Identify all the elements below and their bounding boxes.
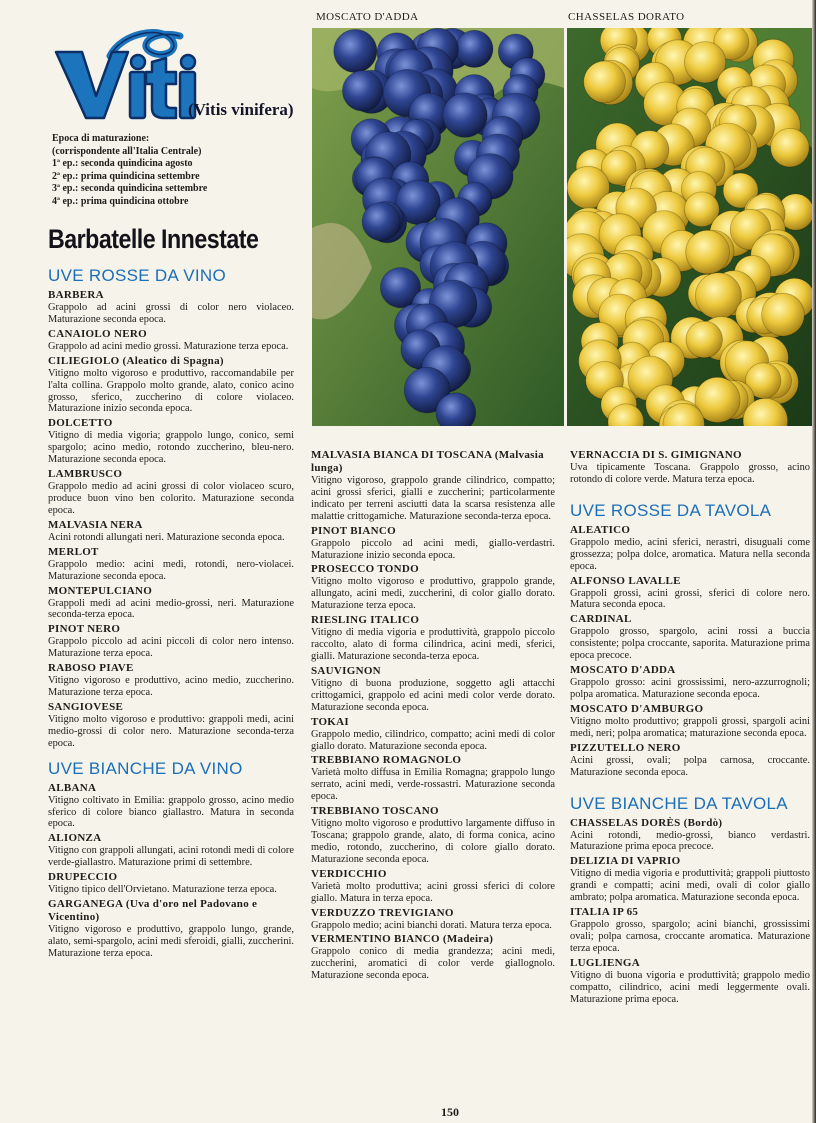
variety-name: ITALIA IP 65	[570, 906, 639, 919]
variety-entry	[570, 664, 810, 701]
variety-name: MOSCATO D'ADDA	[570, 664, 676, 677]
variety-description: Grappoli medi ad acini medio-grossi, neri. Maturazione seconda-terza epoca.	[48, 597, 294, 621]
variety-description: Vitigno molto vigoroso e produttivo, grappolo grande, allungato, acini medi, zuccherini, di color giallo dorato. Maturazione terza epoca.	[311, 576, 555, 612]
variety-entry	[570, 855, 810, 904]
variety-description: Vitigno di media vigoria; grappolo lungo, conico, semi spargolo; acino medio, rotondo zuccherino, bleu-nero. Maturazione seconda epoca.	[48, 430, 294, 466]
photo-chasselas-dorato	[567, 28, 812, 426]
variety-description: Vitigno coltivato in Emilia: grappolo grosso, acino medio sferico di colore bianco giallastro. Matura in seconda epoca.	[48, 794, 294, 830]
variety-name: SANGIOVESE	[48, 700, 124, 713]
variety-description: Acini rotondi, medio-grossi, bianco verdastri. Maturazione prima epoca precoce.	[570, 829, 810, 853]
variety-entry	[311, 525, 555, 562]
variety-entry	[311, 665, 555, 714]
variety-entry	[311, 868, 555, 905]
variety-entry	[48, 328, 294, 353]
variety-name: MALVASIA NERA	[48, 518, 143, 531]
variety-entry	[48, 468, 294, 517]
variety-entry	[48, 662, 294, 699]
variety-description: Vitigno di buona vigoria e produttività; grappolo medio compatto, cilindrico, acini medi leggermente ovali. Maturazione prima epoca.	[570, 969, 810, 1005]
variety-name: RIESLING ITALICO	[311, 614, 420, 627]
variety-name: VERDUZZO TREVIGIANO	[311, 906, 454, 919]
section-title-uve-bianche-vino: UVE BIANCHE DA VINO	[48, 758, 243, 778]
variety-name: MALVASIA BIANCA DI TOSCANA (Malvasia lunga)	[311, 449, 544, 474]
variety-name: CILIEGIOLO (Aleatico di Spagna)	[48, 354, 224, 367]
variety-description: Grappolo medio; acini bianchi dorati. Matura terza epoca.	[311, 919, 552, 931]
variety-entry	[48, 871, 294, 896]
variety-name: PINOT NERO	[48, 623, 121, 636]
variety-entry	[48, 623, 294, 660]
variety-description: Grappolo grosso: acini grossissimi, nero-azzurrognoli; polpa aromatica. Maturazione seconda epoca.	[570, 677, 810, 700]
variety-description: Vitigno vigoroso, grappolo grande cilindrico, compatto; acini grossi sferici, gialli e zuccherini; particolarmente indicato per terreni asciutti data la scarsa resistenza alle malattie crittogamiche. Maturazione seconda-terza epoca.	[311, 475, 555, 522]
variety-description: Grappolo medio ad acini grossi di color violaceo scuro, produce buon vino ben colorito. Maturazione seconda epoca.	[48, 481, 294, 516]
variety-name: RABOSO PIAVE	[48, 662, 134, 675]
variety-entry	[48, 417, 294, 466]
variety-name: SAUVIGNON	[311, 664, 381, 677]
variety-entry	[311, 716, 555, 753]
variety-description: Vitigno molto vigoroso e produttivo: grappoli medi, acini medio-grossi di color nero. Maturazione seconda-terza epoca.	[48, 713, 294, 749]
variety-description: Vitigno vigoroso e produttivo, acino medio, zuccherino. Maturazione terza epoca.	[48, 675, 294, 699]
column-middle	[311, 447, 555, 982]
variety-description: Grappolo medio, acini sferici, nerastri, disuguali come grossezza; polpa dolce, aromatica. Matura nella seconda epoca.	[570, 536, 810, 572]
variety-entry	[570, 524, 810, 573]
variety-description: Grappolo medio, cilindrico, compatto; acini medi di color giallo dorato. Maturazione seconda epoca.	[311, 728, 555, 752]
variety-entry	[570, 575, 810, 612]
variety-description: Vitigno di media vigoria e produttività, grappolo piccolo raccolto, alato di forma cilindrica, acini medi, sferici, gialli. Maturazione seconda-terza epoca.	[311, 627, 555, 662]
section-title-uve-rosse-vino: UVE ROSSE DA VINO	[48, 266, 226, 285]
variety-entry	[48, 701, 294, 750]
variety-description: Vitigno molto produttivo; grappoli grossi, spargoli acini medi, neri; polpa aromatica; maturazione seconda epoca.	[570, 715, 810, 739]
variety-name: VERDICCHIO	[311, 867, 387, 880]
variety-description: Grappolo piccolo ad acini medi, giallo-verdastri. Maturazione inizio seconda epoca.	[311, 537, 555, 561]
variety-description: Varietà molto produttiva; acini grossi sferici di colore giallo. Matura in terza epoca.	[311, 880, 555, 904]
variety-entry	[48, 585, 294, 622]
variety-name: VERMENTINO BIANCO (Madeira)	[311, 933, 494, 946]
variety-name: ALEATICO	[570, 523, 631, 536]
variety-description: Vitigno di media vigoria e produttività; grappoli piuttosto grandi e compatti; acini medi, ovali di color giallo ambrato; polpa aromatica. Maturazione seconda epoca.	[570, 868, 810, 904]
variety-name: PROSECCO TONDO	[311, 563, 420, 576]
variety-name: DRUPECCIO	[48, 871, 118, 884]
variety-name: MERLOT	[48, 545, 99, 558]
epoch-line: 3ª ep.: seconda quindicina settembre	[52, 183, 208, 194]
photo-moscato-dadda	[312, 28, 564, 426]
variety-name: CHASSELAS DORÈS (Bordò)	[570, 816, 723, 829]
variety-entry	[311, 933, 555, 982]
epoch-line: 4ª ep.: prima quindicina ottobre	[52, 195, 189, 207]
variety-description: Vitigno tipico dell'Orvietano. Maturazione terza epoca.	[48, 884, 277, 896]
column-right	[570, 447, 810, 1005]
variety-name: BARBERA	[48, 289, 104, 301]
page-title: Barbatelle Innestate	[48, 224, 259, 254]
variety-name: TREBBIANO TOSCANO	[311, 805, 439, 818]
variety-entry	[311, 563, 555, 612]
variety-name: PINOT BIANCO	[311, 524, 396, 537]
variety-name: ALFONSO LAVALLE	[570, 574, 681, 587]
variety-entry	[311, 907, 555, 932]
variety-description: Vitigno vigoroso e produttivo, grappolo lungo, grande, alato, semi-spargolo, acini medi sferoidi, gialli, zuccherini. Maturazione terza epoca.	[48, 924, 294, 959]
variety-entry	[570, 906, 810, 955]
variety-description: Grappolo ad acini medio grossi. Maturazione terza epoca.	[48, 340, 289, 352]
viti-logo	[52, 26, 312, 126]
variety-entry	[48, 898, 294, 960]
variety-description: Vitigno molto vigoroso e produttivo, raccomandabile per l'alta collina. Grappolo molto grande, alato, conico acino grosso, sferico, zuccherino di colore violaceo. Maturazione inizio seconda epoca.	[48, 367, 294, 415]
epoch-line: (corrispondente all'Italia Centrale)	[52, 145, 202, 157]
variety-name: MONTEPULCIANO	[48, 584, 153, 597]
variety-name: CARDINAL	[570, 613, 632, 626]
variety-entry	[570, 817, 810, 854]
photo-caption-chasselas: CHASSELAS DORATO	[568, 11, 685, 23]
section-title-uve-bianche-tavola: UVE BIANCHE DA TAVOLA	[570, 793, 788, 813]
variety-description: Grappoli grossi, acini grossi, sferici di colore nero. Matura seconda epoca.	[570, 587, 810, 611]
variety-entry	[48, 782, 294, 831]
variety-description: Grappolo grosso, spargolo; acini bianchi, grossissimi ovali; polpa carnosa, croccante aromatica. Maturazione terza epoca.	[570, 919, 810, 954]
variety-entry	[48, 832, 294, 869]
variety-description: Acini rotondi allungati neri. Maturazione seconda epoca.	[48, 531, 285, 543]
variety-name: MOSCATO D'AMBURGO	[570, 702, 704, 715]
variety-description: Grappolo conico di media grandezza; acini medi, zuccherini, aromatici di color verde giallognolo. Maturazione seconda epoca.	[311, 946, 555, 982]
page-edge	[812, 0, 816, 1123]
variety-name: CANAIOLO NERO	[48, 327, 147, 340]
variety-description: Grappolo ad acini grossi di color nero violaceo. Maturazione seconda epoca.	[48, 302, 294, 325]
variety-description: Uva tipicamente Toscana. Grappolo grosso, acino rotondo di colore verde. Matura terza epoca.	[570, 462, 810, 485]
variety-entry	[48, 519, 294, 544]
variety-description: Varietà molto diffusa in Emilia Romagna; grappolo lungo serrato, acini medi, verde-rossastri. Maturazione seconda epoca.	[311, 767, 555, 803]
variety-entry	[48, 546, 294, 583]
variety-name: LUGLIENGA	[570, 956, 640, 969]
variety-description: Vitigno di buona produzione, soggetto agli attacchi crittogamici, grappolo ed acini medi color verde dorato. Maturazione seconda epoca.	[311, 677, 555, 713]
variety-entry	[311, 614, 555, 663]
variety-entry	[570, 957, 810, 1006]
variety-entry	[311, 449, 555, 523]
variety-entry	[570, 613, 810, 662]
variety-description: Vitigno con grappoli allungati, acini rotondi medi di colore verde-giallastro. Maturazione primi di settembre.	[48, 845, 294, 869]
variety-entry	[570, 449, 810, 486]
logo-subtitle: (Vitis vinifera)	[188, 100, 294, 119]
section-title-uve-rosse-tavola: UVE ROSSE DA TAVOLA	[570, 500, 772, 520]
variety-entry	[311, 754, 555, 803]
variety-entry	[570, 703, 810, 740]
variety-name: TOKAI	[311, 715, 349, 728]
epoch-line: 1ª ep.: seconda quindicina agosto	[52, 158, 193, 169]
variety-description: Grappolo medio: acini medi, rotondi, nero-violacei. Maturazione seconda epoca.	[48, 558, 294, 582]
variety-description: Grappolo grosso, spargolo, acini rossi a buccia consistente; polpa croccante, saporita. Maturazione prima epoca precoce.	[570, 626, 810, 662]
page-number: 150	[441, 1105, 459, 1119]
variety-name: GARGANEGA (Uva d'oro nel Padovano e Vicentino)	[48, 898, 258, 924]
variety-name: VERNACCIA DI S. GIMIGNANO	[570, 449, 742, 461]
variety-description: Grappolo piccolo ad acini piccoli di color nero intenso. Maturazione terza epoca.	[48, 636, 294, 660]
variety-name: PIZZUTELLO NERO	[570, 741, 681, 754]
variety-description: Vitigno molto vigoroso e produttivo largamente diffuso in Toscana; grappolo grande, alato, di forma conica, acino medio, rotondo, zuccherino, di colore giallo dorato. Maturazione seconda epoca.	[311, 818, 555, 865]
column-left	[48, 265, 294, 960]
variety-name: DELIZIA DI VAPRIO	[570, 855, 681, 868]
variety-name: ALBANA	[48, 781, 97, 794]
ripening-epochs	[52, 133, 302, 208]
variety-name: ALIONZA	[48, 832, 102, 845]
variety-entry	[48, 289, 294, 326]
variety-name: LAMBRUSCO	[48, 468, 123, 481]
epoch-line: Epoca di maturazione:	[52, 133, 150, 144]
variety-entry	[570, 742, 810, 779]
variety-name: TREBBIANO ROMAGNOLO	[311, 754, 462, 767]
epoch-line: 2ª ep.: prima quindicina settembre	[52, 170, 200, 182]
variety-entry	[48, 355, 294, 416]
variety-name: DOLCETTO	[48, 417, 113, 430]
photo-caption-moscato: MOSCATO D'ADDA	[316, 11, 419, 23]
variety-entry	[311, 805, 555, 866]
variety-description: Acini grossi, ovali; polpa carnosa, croccante. Maturazione seconda epoca.	[570, 754, 810, 778]
